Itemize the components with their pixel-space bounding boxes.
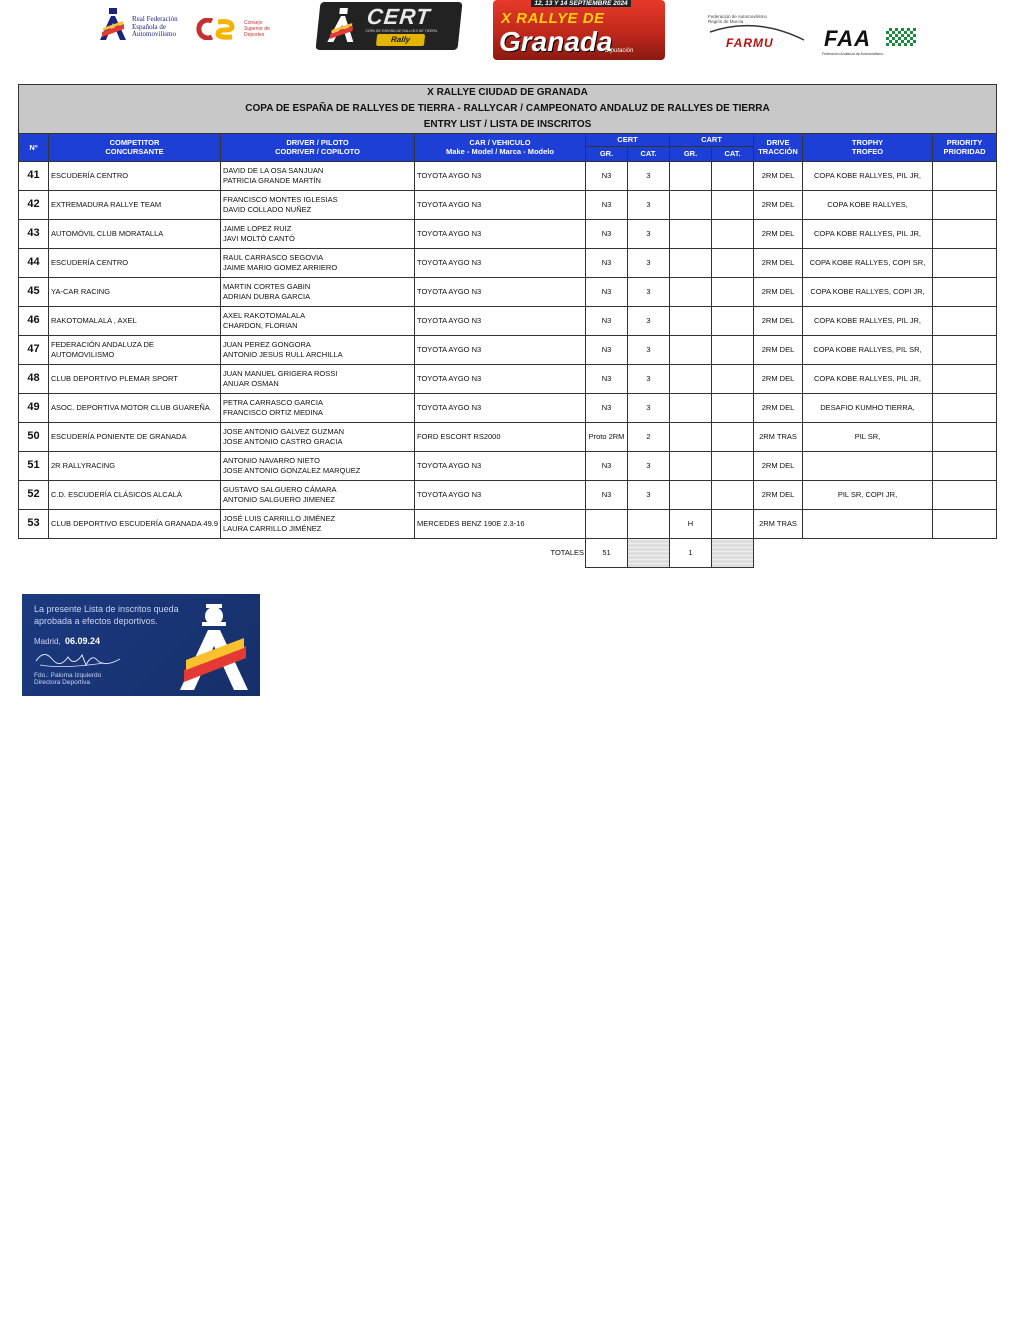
driver-codriver: JUAN MANUEL GRIGERA ROSSI ANUAR OSMAN xyxy=(221,364,415,393)
cart-category xyxy=(712,248,754,277)
rfeda-emblem-icon xyxy=(96,8,130,42)
table-row xyxy=(19,161,997,190)
car-model: TOYOTA AYGO N3 xyxy=(415,335,586,364)
competitor-name: RAKOTOMALALA , AXEL xyxy=(49,306,221,335)
drive-type: 2RM DEL xyxy=(754,190,803,219)
competitor-name: AUTOMÓVIL CLUB MORATALLA xyxy=(49,219,221,248)
cart-category xyxy=(712,277,754,306)
priority xyxy=(933,480,997,509)
cert-rally-badge: Rally xyxy=(376,34,425,46)
competitor-name: 2R RALLYRACING xyxy=(49,451,221,480)
competitor-name: FEDERACIÓN ANDALUZA DE AUTOMOVILISMO xyxy=(49,335,221,364)
approval-stamp xyxy=(22,594,260,696)
cert-category xyxy=(628,509,670,538)
priority xyxy=(933,509,997,538)
granada-rally-logo xyxy=(493,0,665,60)
cert-category: 3 xyxy=(628,364,670,393)
totals-spacer xyxy=(754,538,997,567)
totals-row xyxy=(19,538,997,567)
priority xyxy=(933,451,997,480)
table-row xyxy=(19,190,997,219)
cert-group: N3 xyxy=(586,306,628,335)
cart-category xyxy=(712,393,754,422)
drive-type: 2RM DEL xyxy=(754,306,803,335)
trophy-list: COPA KOBE RALLYES, PIL JR, xyxy=(803,219,933,248)
entry-list-table xyxy=(18,84,997,568)
col-car: CAR / VEHICULO Make - Model / Marca - Modelo xyxy=(415,134,586,162)
totals-cert: 51 xyxy=(586,538,628,567)
competitor-name: C.D. ESCUDERÍA CLÁSICOS ALCALÁ xyxy=(49,480,221,509)
granada-diputacion: Diputación xyxy=(605,48,634,54)
cart-category xyxy=(712,509,754,538)
entry-number: 51 xyxy=(19,451,49,480)
drive-type: 2RM DEL xyxy=(754,451,803,480)
col-cert: CERT xyxy=(586,134,670,147)
cert-category: 3 xyxy=(628,161,670,190)
col-drive: DRIVE TRACCIÓN xyxy=(754,134,803,162)
faa-wordmark: FAA xyxy=(824,26,871,51)
approval-text: La presente Lista de inscritos queda aprobada a efectos deportivos. xyxy=(34,604,179,626)
drive-type: 2RM DEL xyxy=(754,219,803,248)
cert-group: Proto 2RM xyxy=(586,422,628,451)
cert-category: 3 xyxy=(628,248,670,277)
entry-number: 44 xyxy=(19,248,49,277)
car-model: MERCEDES BENZ 190E 2.3-16 xyxy=(415,509,586,538)
checkered-flag-icon xyxy=(886,28,916,46)
col-priority: PRIORITY PRIORIDAD xyxy=(933,134,997,162)
csd-mark-icon xyxy=(192,18,240,40)
priority xyxy=(933,422,997,451)
car-model: TOYOTA AYGO N3 xyxy=(415,190,586,219)
priority xyxy=(933,190,997,219)
farmu-wordmark: FARMU xyxy=(726,36,774,50)
drive-type: 2RM DEL xyxy=(754,161,803,190)
entry-number: 52 xyxy=(19,480,49,509)
cart-group xyxy=(670,248,712,277)
cart-group xyxy=(670,422,712,451)
priority xyxy=(933,364,997,393)
event-title: X RALLYE CIUDAD DE GRANADA xyxy=(19,85,997,102)
cart-category xyxy=(712,219,754,248)
trophy-list: COPA KOBE RALLYES, PIL SR, xyxy=(803,335,933,364)
drive-type: 2RM DEL xyxy=(754,248,803,277)
car-model: TOYOTA AYGO N3 xyxy=(415,248,586,277)
col-competitor: COMPETITOR CONCURSANTE xyxy=(49,134,221,162)
signature-icon xyxy=(34,647,124,671)
list-title: ENTRY LIST / LISTA DE INSCRITOS xyxy=(19,117,997,134)
cart-category xyxy=(712,364,754,393)
car-model: TOYOTA AYGO N3 xyxy=(415,306,586,335)
cart-category xyxy=(712,451,754,480)
faa-subtitle: Federación Andaluza de Automovilismo xyxy=(822,52,884,56)
csd-label: Consejo Superior de Deportes xyxy=(244,20,270,38)
table-row xyxy=(19,248,997,277)
car-model: TOYOTA AYGO N3 xyxy=(415,161,586,190)
table-row xyxy=(19,480,997,509)
competitor-name: ESCUDERÍA PONIENTE DE GRANADA xyxy=(49,422,221,451)
entry-number: 53 xyxy=(19,509,49,538)
rfeda-emblem-icon xyxy=(172,602,256,692)
table-row xyxy=(19,335,997,364)
cert-category: 3 xyxy=(628,277,670,306)
cart-category xyxy=(712,190,754,219)
cart-group xyxy=(670,219,712,248)
totals-cart: 1 xyxy=(670,538,712,567)
cart-group xyxy=(670,335,712,364)
trophy-list: DESAFIO KUMHO TIERRA, xyxy=(803,393,933,422)
competitor-name: ASOC. DEPORTIVA MOTOR CLUB GUAREÑA xyxy=(49,393,221,422)
driver-codriver: JAIME LOPEZ RUIZ JAVI MOLTÓ CANTÓ xyxy=(221,219,415,248)
priority xyxy=(933,393,997,422)
entry-number: 46 xyxy=(19,306,49,335)
trophy-list: PIL SR, xyxy=(803,422,933,451)
car-model: TOYOTA AYGO N3 xyxy=(415,277,586,306)
driver-codriver: AXEL RAKOTOMALALA CHARDON, FLORIAN xyxy=(221,306,415,335)
cert-group: N3 xyxy=(586,480,628,509)
table-row xyxy=(19,393,997,422)
cart-group xyxy=(670,277,712,306)
drive-type: 2RM DEL xyxy=(754,335,803,364)
cart-category xyxy=(712,480,754,509)
priority xyxy=(933,277,997,306)
trophy-list: COPA KOBE RALLYES, PIL JR, xyxy=(803,161,933,190)
cert-group: N3 xyxy=(586,219,628,248)
drive-type: 2RM DEL xyxy=(754,364,803,393)
driver-codriver: PETRA CARRASCO GARCIA FRANCISCO ORTIZ MEDINA xyxy=(221,393,415,422)
car-model: FORD ESCORT RS2000 xyxy=(415,422,586,451)
col-cart: CART xyxy=(670,134,754,147)
priority xyxy=(933,335,997,364)
competitor-name: ESCUDERÍA CENTRO xyxy=(49,161,221,190)
approval-place: Madrid, xyxy=(34,637,61,646)
cert-category: 3 xyxy=(628,306,670,335)
cert-group: N3 xyxy=(586,277,628,306)
cert-group: N3 xyxy=(586,335,628,364)
trophy-list: COPA KOBE RALLYES, COPI JR, xyxy=(803,277,933,306)
cart-category xyxy=(712,422,754,451)
cert-category: 3 xyxy=(628,219,670,248)
entry-number: 45 xyxy=(19,277,49,306)
driver-codriver: JOSÉ LUIS CARRILLO JIMÉNEZ LAURA CARRILLO JIMÉNEZ xyxy=(221,509,415,538)
trophy-list: COPA KOBE RALLYES, PIL JR, xyxy=(803,306,933,335)
driver-codriver: JOSE ANTONIO GALVEZ GUZMAN JOSE ANTONIO CASTRO GRACIA xyxy=(221,422,415,451)
driver-codriver: ANTONIO NAVARRO NIETO JOSE ANTONIO GONZALEZ MARQUEZ xyxy=(221,451,415,480)
cert-group: N3 xyxy=(586,393,628,422)
priority xyxy=(933,161,997,190)
trophy-list xyxy=(803,451,933,480)
entry-list-sheet xyxy=(18,84,996,568)
col-cert-gr: GR. xyxy=(586,146,628,161)
col-driver: DRIVER / PILOTO CODRIVER / COPILOTO xyxy=(221,134,415,162)
trophy-list xyxy=(803,509,933,538)
car-model: TOYOTA AYGO N3 xyxy=(415,480,586,509)
cart-category xyxy=(712,335,754,364)
cert-logo xyxy=(315,2,462,50)
granada-edition: X RALLYE DE xyxy=(501,10,605,27)
rfeda-name: Real Federación Española de Automovilismo xyxy=(132,15,178,38)
competitor-name: CLUB DEPORTIVO PLEMAR SPORT xyxy=(49,364,221,393)
priority xyxy=(933,219,997,248)
entry-number: 48 xyxy=(19,364,49,393)
driver-codriver: RAUL CARRASCO SEGOVIA JAIME MARIO GOMEZ ARRIERO xyxy=(221,248,415,277)
car-model: TOYOTA AYGO N3 xyxy=(415,393,586,422)
table-row xyxy=(19,277,997,306)
cert-category: 3 xyxy=(628,190,670,219)
cart-group: H xyxy=(670,509,712,538)
trophy-list: COPA KOBE RALLYES, PIL JR, xyxy=(803,364,933,393)
competitor-name: EXTREMADURA RALLYE TEAM xyxy=(49,190,221,219)
col-trophy: TROPHY TROFEO xyxy=(803,134,933,162)
cart-group xyxy=(670,161,712,190)
cert-group: N3 xyxy=(586,248,628,277)
farmu-subtitle: Federación de Automovilismo Región de Murcia xyxy=(708,14,768,24)
entry-number: 41 xyxy=(19,161,49,190)
driver-codriver: JUAN PEREZ GONGORA ANTONIO JESUS RULL ARCHILLA xyxy=(221,335,415,364)
drive-type: 2RM TRAS xyxy=(754,509,803,538)
table-row xyxy=(19,422,997,451)
col-cart-cat: CAT. xyxy=(712,146,754,161)
table-row xyxy=(19,306,997,335)
totals-label: TOTALES xyxy=(550,548,584,557)
cert-category: 2 xyxy=(628,422,670,451)
farmu-logo xyxy=(706,10,806,54)
cart-group xyxy=(670,190,712,219)
cert-category: 3 xyxy=(628,451,670,480)
cert-emblem-icon xyxy=(324,8,360,44)
entry-number: 47 xyxy=(19,335,49,364)
granada-wordmark: Granada xyxy=(499,26,613,57)
cert-group: N3 xyxy=(586,364,628,393)
competitor-name: YA-CAR RACING xyxy=(49,277,221,306)
cert-group: N3 xyxy=(586,190,628,219)
car-model: TOYOTA AYGO N3 xyxy=(415,364,586,393)
totals-cart-shade xyxy=(712,538,754,567)
drive-type: 2RM DEL xyxy=(754,480,803,509)
driver-codriver: MARTIN CORTES GABIN ADRIAN DUBRA GARCIA xyxy=(221,277,415,306)
priority xyxy=(933,306,997,335)
faa-logo xyxy=(820,24,920,58)
drive-type: 2RM DEL xyxy=(754,277,803,306)
priority xyxy=(933,248,997,277)
cert-group: N3 xyxy=(586,451,628,480)
cart-category xyxy=(712,161,754,190)
table-row xyxy=(19,509,997,538)
driver-codriver: GUSTAVO SALGUERO CÁMARA ANTONIO SALGUERO JIMENEZ xyxy=(221,480,415,509)
cert-category: 3 xyxy=(628,480,670,509)
table-row xyxy=(19,219,997,248)
entry-number: 43 xyxy=(19,219,49,248)
competitor-name: CLUB DEPORTIVO ESCUDERÍA GRANADA 49.9 xyxy=(49,509,221,538)
col-cart-gr: GR. xyxy=(670,146,712,161)
rfeda-logo xyxy=(96,6,276,46)
trophy-list: PIL SR, COPI JR, xyxy=(803,480,933,509)
cert-group xyxy=(586,509,628,538)
entry-rows xyxy=(19,161,997,538)
car-model: TOYOTA AYGO N3 xyxy=(415,219,586,248)
approval-signer: Fdo.: Paloma Izquierdo Directora Deportiva xyxy=(34,672,102,686)
cart-category xyxy=(712,306,754,335)
cert-subtitle: COPA DE ESPAÑA DE RALLYES DE TIERRA xyxy=(365,29,438,33)
cart-group xyxy=(670,393,712,422)
granada-dates: 12, 13 Y 14 SEPTIEMBRE 2024 xyxy=(531,0,631,7)
cert-group: N3 xyxy=(586,161,628,190)
cart-group xyxy=(670,306,712,335)
driver-codriver: FRANCISCO MONTES IGLESIAS DAVID COLLADO NUÑEZ xyxy=(221,190,415,219)
competitor-name: ESCUDERÍA CENTRO xyxy=(49,248,221,277)
cart-group xyxy=(670,480,712,509)
drive-type: 2RM TRAS xyxy=(754,422,803,451)
drive-type: 2RM DEL xyxy=(754,393,803,422)
totals-cert-shade xyxy=(628,538,670,567)
cart-group xyxy=(670,451,712,480)
entry-number: 49 xyxy=(19,393,49,422)
cart-group xyxy=(670,364,712,393)
approval-date: 06.09.24 xyxy=(65,636,101,646)
cert-wordmark: CERT xyxy=(365,4,432,29)
table-row xyxy=(19,364,997,393)
cert-category: 3 xyxy=(628,335,670,364)
col-num: Nº xyxy=(19,134,49,162)
table-row xyxy=(19,451,997,480)
trophy-list: COPA KOBE RALLYES, xyxy=(803,190,933,219)
entry-number: 50 xyxy=(19,422,49,451)
cert-category: 3 xyxy=(628,393,670,422)
car-model: TOYOTA AYGO N3 xyxy=(415,451,586,480)
championship-title: COPA DE ESPAÑA DE RALLYES DE TIERRA - RALLYCAR / CAMPEONATO ANDALUZ DE RALLYES DE TIERRA xyxy=(19,101,997,117)
col-cert-cat: CAT. xyxy=(628,146,670,161)
trophy-list: COPA KOBE RALLYES, COPI SR, xyxy=(803,248,933,277)
entry-number: 42 xyxy=(19,190,49,219)
csd-logo xyxy=(192,10,274,48)
driver-codriver: DAVID DE LA OSA SANJUAN PATRICIA GRANDE MARTÍN xyxy=(221,161,415,190)
logo-strip xyxy=(0,0,1015,70)
